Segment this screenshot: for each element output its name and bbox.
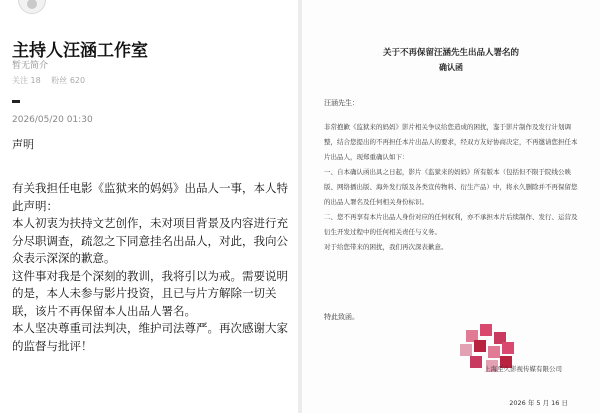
account-stats [12,75,93,86]
post-body [12,180,288,355]
account-title: 主持人汪涵工作室 [12,41,148,61]
following-count[interactable]: 关注 18 [12,76,41,85]
letter-paragraph: 非常抱歉《监狱来的妈妈》影片相关争议给您造成的困扰，鉴于影片制作及发行计划调整，结合您提出的不再担任本片出品人的要求，经双方友好协商决定，不再邀请您担任本片出品人，现郑重确认如下： [324,123,578,161]
post-date: 2026/05/20 01:30 [12,115,93,125]
letter-greeting: 汪涵先生： [324,99,359,107]
letter-panel [302,0,600,413]
letter-company: 上海至久影视传媒有限公司 [484,365,562,373]
letter-paragraph: 对于给您带来的困扰，我们再次深表歉意。 [324,243,448,251]
post-paragraph: 这件事对我是个深刻的教训，我将引以为戒。需要说明的是，本人未参与影片投资，且已与片方解除一切关联，该片不再保留本人出品人署名。 [12,268,288,318]
letter-paragraph: 二、您不再享有本片出品人身份对应的任何权利，亦不承担本片后续制作、发行、运营及衍生开发过程中的任何相关责任与义务。 [324,213,578,236]
post-heading: 声明 [12,138,34,151]
avatar-icon [27,0,37,9]
post-paragraph: 本人坚决尊重司法判决，维护司法尊严。再次感谢大家的监督与批评！ [12,321,288,353]
post-panel [0,0,298,413]
letter-body [324,120,582,255]
letter-title: 关于不再保留汪涵先生出品人署名的 [382,48,519,58]
post-paragraph: 有关我担任电影《监狱来的妈妈》出品人一事，本人特此声明： [12,181,288,213]
letter-paragraph: 一、自本确认函出具之日起，影片《监狱来的妈妈》所有版本（包括但不限于院线公映版、网络播出版、海外发行版及各类宣传物料、衍生产品）中，将永久删除并不再保留您的出品人署名及任何相关身份标识。 [324,168,578,206]
post-paragraph: 本人初衷为扶持文艺创作，未对项目背景及内容进行充分尽职调查，疏忽之下同意挂名出品人，对此，我向公众表示深深的歉意。 [12,216,288,265]
avatar[interactable] [18,0,46,14]
letter-closing: 特此致函。 [324,313,359,321]
letter-date: 2026 年 5 月 16 日 [509,399,568,407]
divider [12,100,20,103]
account-intro: 暂无简介 [12,61,49,71]
seal-mosaic [450,322,530,400]
followers-count[interactable]: 粉丝 620 [51,76,86,85]
letter-subtitle: 确认函 [439,63,463,72]
